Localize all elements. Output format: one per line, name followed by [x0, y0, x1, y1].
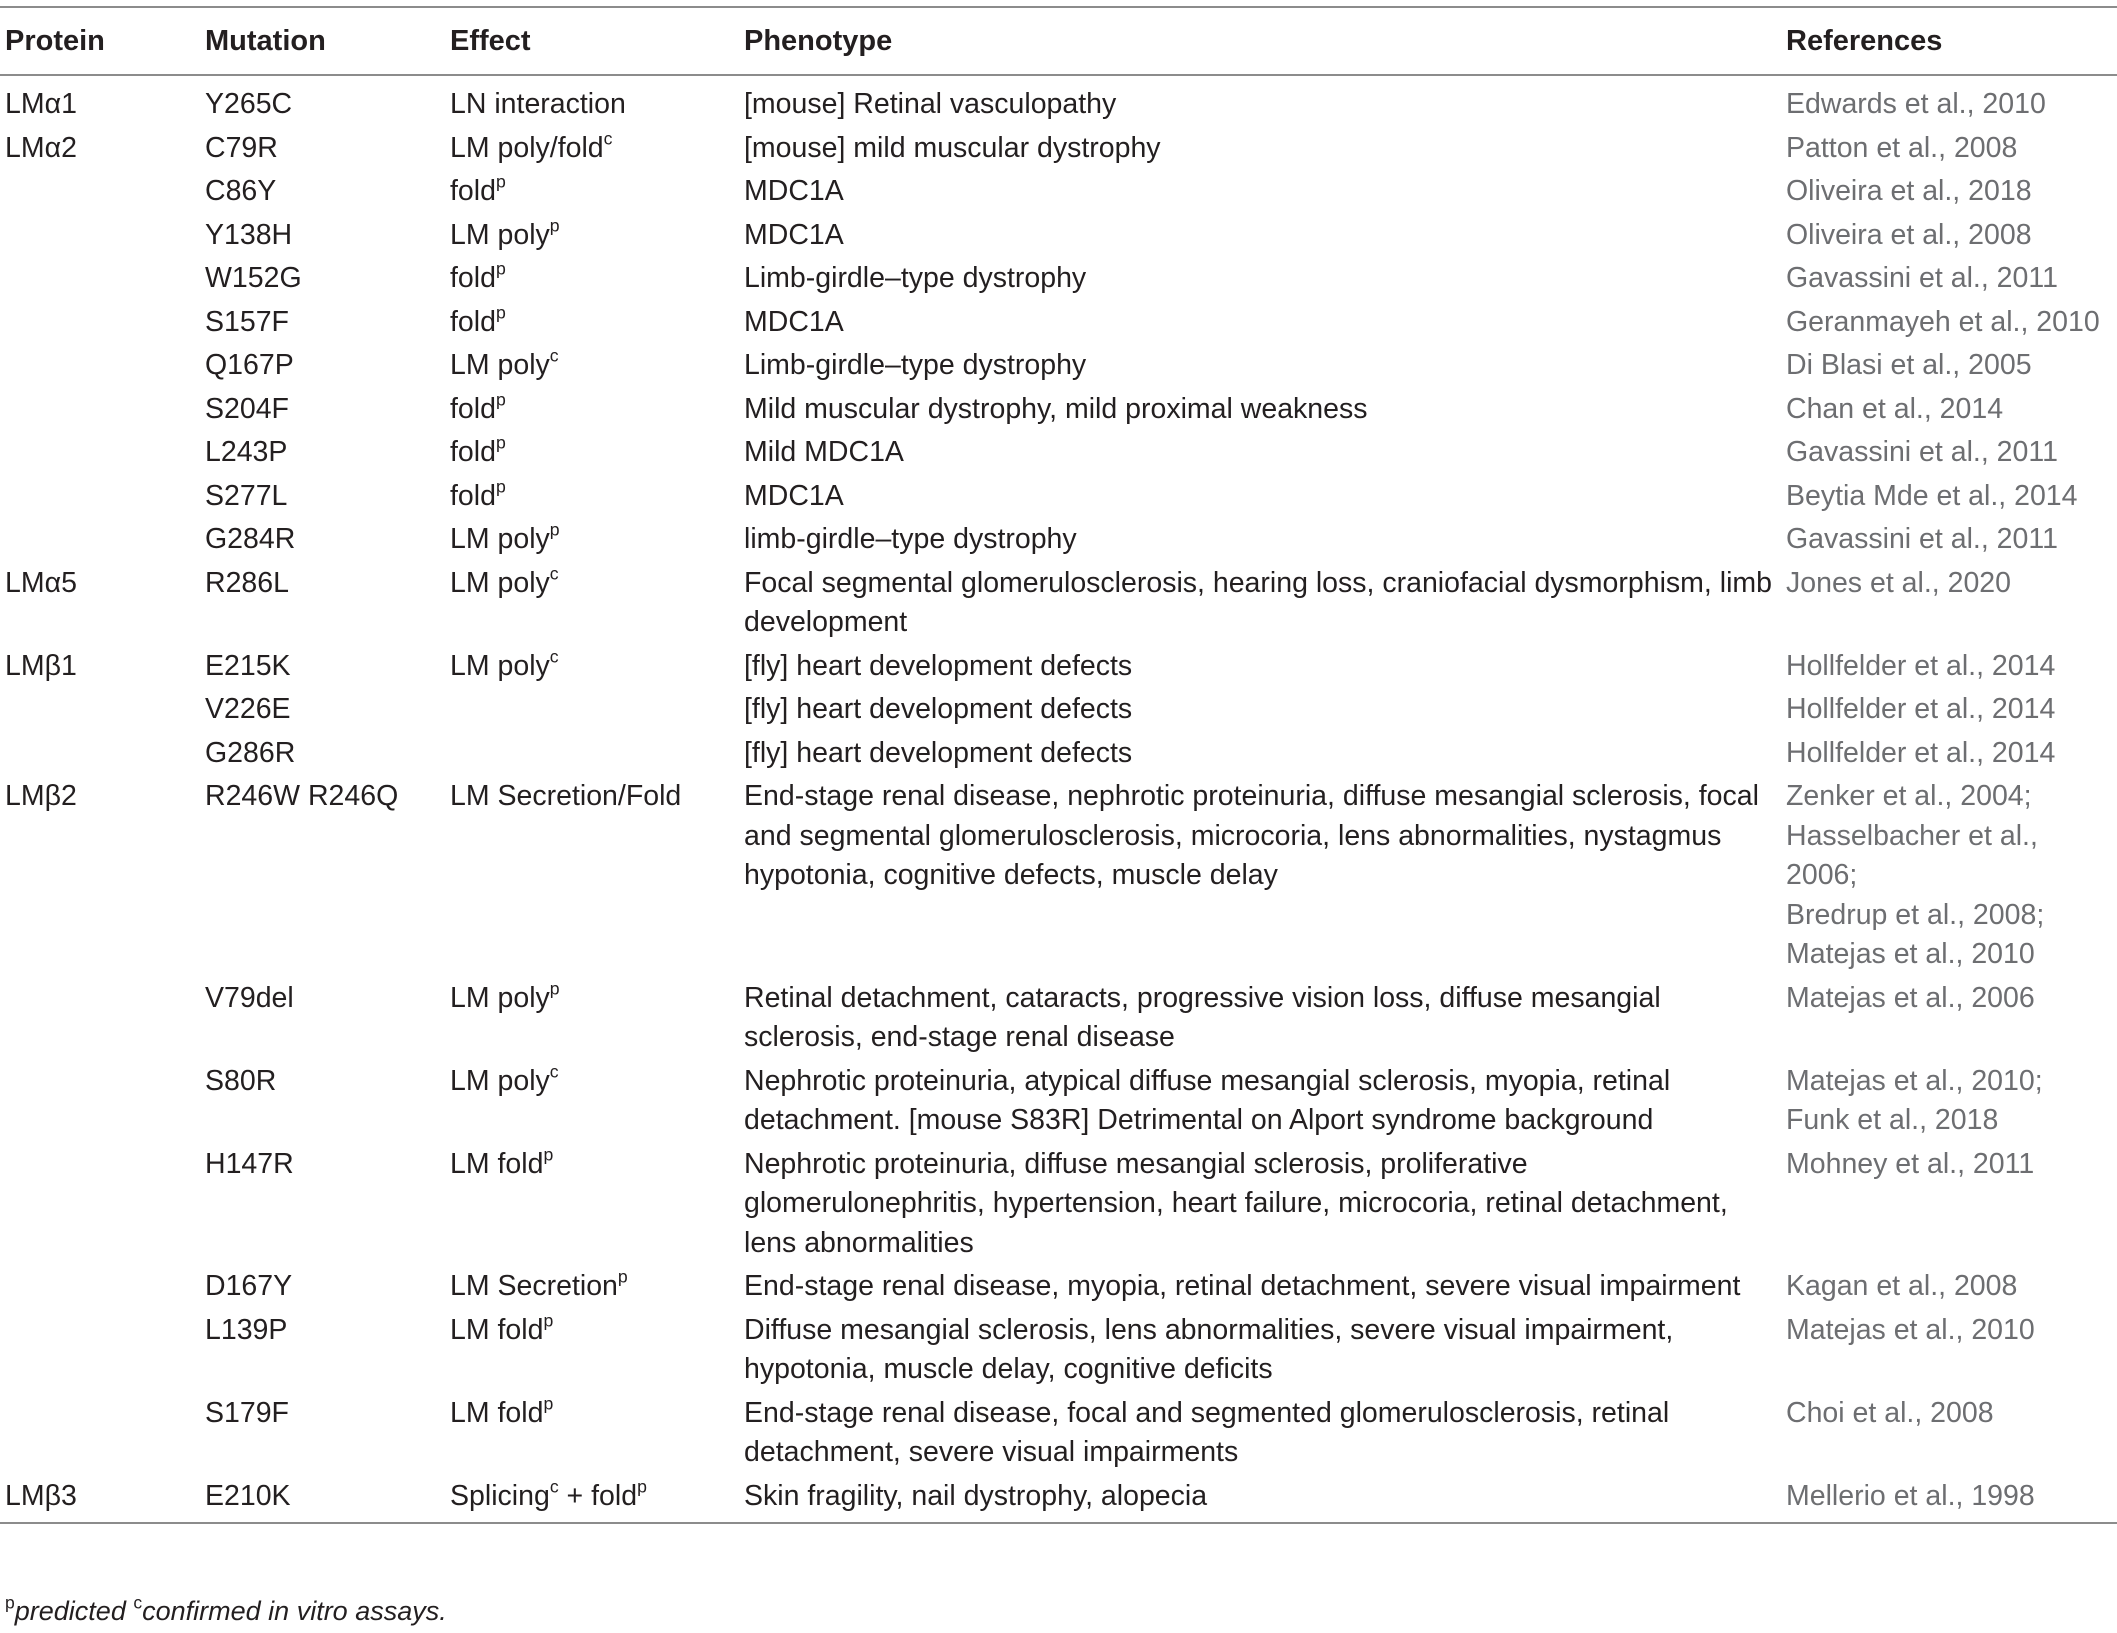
- table-row: [0, 342, 2117, 386]
- cell-mutation: V79del: [205, 981, 294, 1014]
- cell-phenotype: MDC1A: [744, 218, 844, 251]
- mutation-table: [0, 6, 2117, 1524]
- cell-phenotype: Retinal detachment, cataracts, progressive vision loss, diffuse mesangial sclerosis, end-stage renal disease: [744, 981, 1661, 1053]
- cell-protein: [0, 516, 199, 560]
- cell-effect: [444, 1473, 738, 1524]
- effect-text: fold: [450, 479, 496, 512]
- cell-phenotype: MDC1A: [744, 175, 844, 207]
- reference-entry: Jones et al., 2020: [1786, 566, 2011, 599]
- cell-effect: [444, 1058, 738, 1141]
- effect-extra-text: + fold: [558, 1479, 638, 1512]
- cell-phenotype: Mild muscular dystrophy, mild proximal weakness: [744, 392, 1368, 425]
- cell-effect: [444, 773, 738, 975]
- reference-entry: Mohney et al., 2011: [1786, 1147, 2035, 1180]
- effect-superscript: p: [617, 1266, 628, 1287]
- reference-entry: Oliveira et al., 2008: [1786, 218, 2032, 251]
- table-row: [0, 429, 2117, 473]
- effect-text: LM poly: [450, 218, 550, 251]
- cell-protein: [0, 1058, 199, 1141]
- reference-entry: Geranmayeh et al., 2010: [1786, 305, 2100, 338]
- effect-text: LM poly: [450, 566, 550, 599]
- header-mutation: Mutation: [199, 7, 444, 75]
- effect-superscript: p: [549, 978, 560, 999]
- cell-effect: [444, 429, 738, 473]
- cell-protein: [0, 386, 199, 430]
- cell-mutation: Q167P: [205, 349, 294, 381]
- header-references: References: [1780, 7, 2117, 75]
- cell-references: [1780, 975, 2117, 1058]
- cell-mutation: S179F: [205, 1396, 289, 1429]
- effect-text: fold: [450, 262, 496, 294]
- reference-entry: Bredrup et al., 2008;: [1786, 898, 2045, 931]
- cell-phenotype: [mouse] mild muscular dystrophy: [744, 131, 1161, 164]
- reference-entry: Hollfelder et al., 2014: [1786, 649, 2056, 682]
- cell-effect: [444, 975, 738, 1058]
- table-row: [0, 1263, 2117, 1307]
- cell-references: [1780, 1307, 2117, 1390]
- cell-effect: [444, 730, 738, 774]
- cell-phenotype: Skin fragility, nail dystrophy, alopecia: [738, 1473, 1780, 1524]
- effect-text: LM poly/fold: [450, 131, 604, 164]
- cell-protein: [0, 1263, 199, 1307]
- table-row: [0, 1390, 2117, 1473]
- reference-entry: Patton et al., 2008: [1786, 131, 2018, 164]
- cell-mutation: G286R: [205, 736, 296, 769]
- reference-entry: Edwards et al., 2010: [1786, 88, 2046, 120]
- table-row: [0, 730, 2117, 774]
- effect-text: LM Secretion: [450, 1270, 618, 1302]
- cell-protein: [0, 1390, 199, 1473]
- cell-references: [1780, 342, 2117, 386]
- cell-effect: [444, 212, 738, 256]
- table-row: [0, 212, 2117, 256]
- effect-text: fold: [450, 392, 496, 425]
- effect-extra-superscript: p: [637, 1476, 647, 1497]
- table-row: [0, 75, 2117, 125]
- table-header: [0, 7, 2117, 75]
- cell-mutation: L139P: [205, 1313, 288, 1346]
- header-row: [0, 7, 2117, 75]
- cell-mutation: E210K: [199, 1473, 444, 1524]
- footnote-p-marker: p: [5, 1592, 15, 1613]
- footnote-p-text: predicted: [14, 1596, 126, 1626]
- effect-text: LM fold: [450, 1313, 544, 1346]
- reference-entry: Choi et al., 2008: [1786, 1396, 1994, 1429]
- cell-effect: [444, 1141, 738, 1264]
- table-row: [0, 473, 2117, 517]
- cell-protein: [0, 975, 199, 1058]
- cell-references: [1780, 1473, 2117, 1524]
- table-row: [0, 773, 2117, 975]
- cell-mutation: D167Y: [205, 1270, 293, 1302]
- cell-protein: [0, 1141, 199, 1264]
- reference-entry: Kagan et al., 2008: [1786, 1270, 2018, 1302]
- cell-mutation: E215K: [205, 649, 291, 682]
- cell-mutation: C86Y: [205, 175, 277, 207]
- effect-text: LM fold: [450, 1147, 544, 1180]
- cell-effect: [444, 686, 738, 730]
- cell-effect: [444, 75, 738, 125]
- cell-references: [1780, 1390, 2117, 1473]
- footnote-c-marker: c: [133, 1592, 143, 1613]
- cell-phenotype: Focal segmental glomerulosclerosis, hearing loss, craniofacial dysmorphism, limb development: [744, 566, 1772, 638]
- effect-text: Splicing: [450, 1479, 550, 1512]
- cell-phenotype: Mild MDC1A: [744, 436, 904, 468]
- cell-effect: [444, 299, 738, 343]
- reference-entry: Funk et al., 2018: [1786, 1104, 1999, 1136]
- effect-superscript: p: [495, 432, 506, 453]
- cell-protein: LMα2: [5, 131, 77, 164]
- cell-effect: [444, 643, 738, 687]
- effect-superscript: p: [495, 258, 506, 279]
- cell-protein: [0, 299, 199, 343]
- cell-references: [1780, 1263, 2117, 1307]
- effect-superscript: c: [549, 1476, 559, 1497]
- cell-effect: [444, 1390, 738, 1473]
- cell-phenotype: Nephrotic proteinuria, diffuse mesangial sclerosis, proliferative glomerulonephritis, hypertension, heart failure, microcoria, retinal detachment, lens abnormalities: [744, 1147, 1728, 1259]
- cell-mutation: Y138H: [205, 218, 293, 251]
- cell-phenotype: limb-girdle–type dystrophy: [744, 523, 1077, 555]
- reference-entry: Di Blasi et al., 2005: [1786, 349, 2032, 381]
- cell-effect: [444, 342, 738, 386]
- reference-entry: Beytia Mde et al., 2014: [1786, 479, 2078, 512]
- cell-mutation: S204F: [205, 392, 289, 425]
- table-row: [0, 255, 2117, 299]
- cell-protein: [0, 255, 199, 299]
- table-row: [0, 686, 2117, 730]
- cell-mutation: V226E: [205, 693, 291, 725]
- reference-entry: Matejas et al., 2010: [1786, 1313, 2035, 1346]
- table-row: [0, 125, 2117, 169]
- reference-entry: Gavassini et al., 2011: [1786, 262, 2058, 294]
- effect-text: LM poly: [450, 1064, 550, 1097]
- effect-text: LM poly: [450, 649, 550, 682]
- cell-mutation: W152G: [205, 262, 302, 294]
- cell-phenotype: MDC1A: [744, 479, 844, 512]
- reference-entry: Hollfelder et al., 2014: [1786, 693, 2056, 725]
- cell-effect: [444, 560, 738, 643]
- cell-protein: LMβ3: [0, 1473, 199, 1524]
- reference-entry: Mellerio et al., 1998: [1786, 1479, 2035, 1512]
- table-footnote: [5, 1592, 447, 1627]
- cell-references: [1780, 643, 2117, 687]
- cell-references: [1780, 299, 2117, 343]
- cell-references: [1780, 386, 2117, 430]
- header-protein: Protein: [0, 7, 199, 75]
- cell-references: [1780, 75, 2117, 125]
- effect-superscript: p: [495, 476, 506, 497]
- effect-text: LM fold: [450, 1396, 544, 1429]
- cell-effect: [444, 516, 738, 560]
- table-row: [0, 299, 2117, 343]
- cell-effect: [444, 125, 738, 169]
- effect-superscript: c: [549, 563, 559, 584]
- reference-entry: Hollfelder et al., 2014: [1786, 736, 2056, 769]
- cell-references: [1780, 1141, 2117, 1264]
- reference-entry: Matejas et al., 2006: [1786, 981, 2035, 1014]
- reference-entry: Oliveira et al., 2018: [1786, 175, 2032, 207]
- reference-entry: Gavassini et al., 2011: [1786, 523, 2058, 555]
- table-row: [0, 1473, 2117, 1524]
- effect-text: fold: [450, 305, 496, 338]
- cell-effect: [444, 168, 738, 212]
- effect-text: fold: [450, 436, 496, 468]
- cell-protein: [0, 212, 199, 256]
- reference-entry: Zenker et al., 2004;: [1786, 780, 2032, 812]
- effect-text: LM poly: [450, 981, 550, 1014]
- effect-superscript: p: [543, 1393, 554, 1414]
- cell-phenotype: [fly] heart development defects: [744, 736, 1133, 769]
- effect-text: fold: [450, 175, 496, 207]
- cell-mutation: Y265C: [205, 88, 293, 120]
- effect-text: LN interaction: [450, 88, 626, 120]
- cell-references: [1780, 212, 2117, 256]
- cell-effect: [444, 1263, 738, 1307]
- effect-superscript: p: [495, 171, 506, 192]
- effect-text: LM poly: [450, 349, 550, 381]
- cell-mutation: L243P: [205, 436, 288, 468]
- cell-references: [1780, 730, 2117, 774]
- cell-references: [1780, 773, 2117, 975]
- effect-superscript: c: [549, 1061, 559, 1082]
- cell-mutation: R286L: [205, 566, 289, 599]
- cell-effect: [444, 1307, 738, 1390]
- cell-protein: LMβ2: [5, 780, 77, 812]
- cell-protein: LMα5: [5, 566, 77, 599]
- cell-phenotype: End-stage renal disease, focal and segmented glomerulosclerosis, retinal detachment, severe visual impairments: [744, 1396, 1670, 1468]
- table-row: [0, 560, 2117, 643]
- table-body: [0, 75, 2117, 1523]
- effect-superscript: p: [543, 1310, 554, 1331]
- cell-references: [1780, 168, 2117, 212]
- cell-references: [1780, 516, 2117, 560]
- table-row: [0, 1307, 2117, 1390]
- cell-mutation: S80R: [205, 1064, 277, 1097]
- cell-references: [1780, 255, 2117, 299]
- reference-entry: Hasselbacher et al., 2006;: [1786, 819, 2038, 891]
- effect-superscript: p: [495, 302, 506, 323]
- effect-text: LM poly: [450, 523, 550, 555]
- reference-entry: Chan et al., 2014: [1786, 392, 2004, 425]
- cell-phenotype: [fly] heart development defects: [744, 693, 1133, 725]
- effect-superscript: p: [543, 1144, 554, 1165]
- table-row: [0, 386, 2117, 430]
- mutation-table-container: [0, 6, 2117, 1524]
- cell-protein: [0, 730, 199, 774]
- cell-mutation: S277L: [205, 479, 288, 512]
- cell-references: [1780, 560, 2117, 643]
- table-row: [0, 643, 2117, 687]
- cell-protein: [0, 1307, 199, 1390]
- cell-protein: LMα1: [5, 88, 77, 120]
- cell-references: [1780, 125, 2117, 169]
- cell-references: [1780, 1058, 2117, 1141]
- header-phenotype: Phenotype: [738, 7, 1780, 75]
- cell-phenotype: Limb-girdle–type dystrophy: [744, 262, 1087, 294]
- cell-phenotype: [mouse] Retinal vasculopathy: [744, 88, 1117, 120]
- cell-references: [1780, 686, 2117, 730]
- table-row: [0, 1141, 2117, 1264]
- cell-mutation: C79R: [205, 131, 278, 164]
- cell-effect: [444, 255, 738, 299]
- cell-mutation: R246W R246Q: [205, 780, 399, 812]
- cell-mutation: H147R: [205, 1147, 294, 1180]
- effect-superscript: c: [549, 646, 559, 667]
- effect-text: LM Secretion/Fold: [450, 780, 682, 812]
- cell-phenotype: End-stage renal disease, myopia, retinal detachment, severe visual impairment: [744, 1270, 1741, 1302]
- cell-references: [1780, 473, 2117, 517]
- cell-mutation: S157F: [205, 305, 289, 338]
- footnote-c-text: confirmed in vitro assays.: [142, 1596, 447, 1626]
- cell-phenotype: End-stage renal disease, nephrotic proteinuria, diffuse mesangial sclerosis, focal and segmental glomerulosclerosis, microcoria, lens abnormalities, nystagmus hypotonia, cognitive defects, muscle delay: [744, 780, 1759, 891]
- cell-mutation: G284R: [205, 523, 296, 555]
- table-row: [0, 975, 2117, 1058]
- table-row: [0, 1058, 2117, 1141]
- table-row: [0, 516, 2117, 560]
- cell-phenotype: Limb-girdle–type dystrophy: [744, 349, 1087, 381]
- cell-phenotype: [fly] heart development defects: [744, 649, 1133, 682]
- cell-phenotype: MDC1A: [744, 305, 844, 338]
- reference-entry: Matejas et al., 2010;: [1786, 1064, 2043, 1097]
- cell-protein: [0, 429, 199, 473]
- effect-superscript: p: [549, 215, 560, 236]
- cell-protein: [0, 168, 199, 212]
- cell-effect: [444, 473, 738, 517]
- cell-phenotype: Nephrotic proteinuria, atypical diffuse mesangial sclerosis, myopia, retinal detachment. [mouse S83R] Detrimental on Alport syndrome background: [744, 1064, 1671, 1136]
- cell-references: [1780, 429, 2117, 473]
- effect-superscript: p: [549, 519, 560, 540]
- cell-protein: [0, 686, 199, 730]
- effect-superscript: c: [603, 128, 613, 149]
- cell-protein: LMβ1: [5, 649, 77, 682]
- cell-effect: [444, 386, 738, 430]
- cell-protein: [0, 473, 199, 517]
- header-effect: Effect: [444, 7, 738, 75]
- reference-entry: Matejas et al., 2010: [1786, 938, 2035, 970]
- effect-superscript: c: [549, 345, 559, 366]
- table-row: [0, 168, 2117, 212]
- reference-entry: Gavassini et al., 2011: [1786, 436, 2058, 468]
- effect-superscript: p: [495, 389, 506, 410]
- cell-phenotype: Diffuse mesangial sclerosis, lens abnormalities, severe visual impairment, hypotonia, muscle delay, cognitive deficits: [744, 1313, 1674, 1385]
- cell-protein: [0, 342, 199, 386]
